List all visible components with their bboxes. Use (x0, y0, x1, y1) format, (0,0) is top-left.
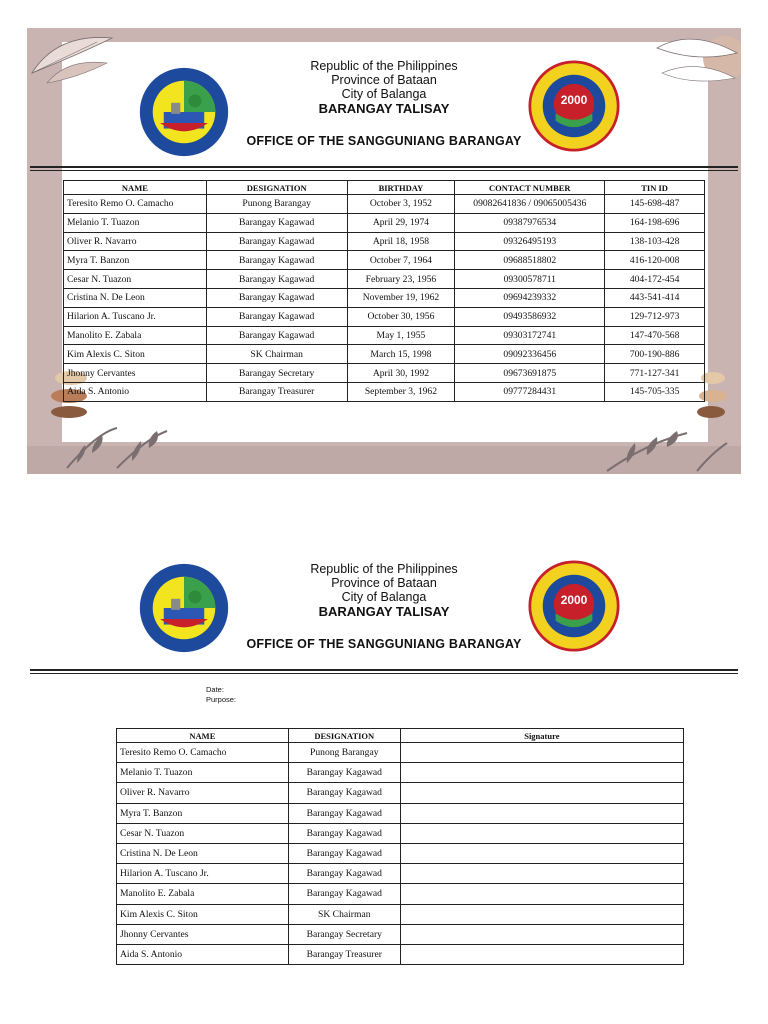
cell-name: Teresito Remo O. Camacho (117, 743, 289, 763)
cell-birthday: November 19, 1962 (347, 288, 455, 307)
cell-name: Manolito E. Zabala (64, 326, 207, 345)
signature-cell[interactable] (400, 743, 683, 763)
cell-designation: Barangay Kagawad (288, 864, 400, 884)
cell-designation: Barangay Kagawad (206, 232, 347, 251)
cell-name: Myra T. Banzon (117, 803, 289, 823)
cell-name: Melanio T. Tuazon (117, 763, 289, 783)
table-row (64, 307, 705, 326)
signature-cell[interactable] (400, 924, 683, 944)
cell-name: Kim Alexis C. Siton (64, 345, 207, 364)
cell-name: Cristina N. De Leon (117, 843, 289, 863)
cell-designation: Barangay Secretary (288, 924, 400, 944)
cell-designation: Barangay Kagawad (288, 803, 400, 823)
cell-tin: 404-172-454 (605, 270, 705, 289)
cell-tin: 138-103-428 (605, 232, 705, 251)
table-row (117, 783, 684, 803)
column-header-tin: TIN ID (605, 181, 705, 195)
cell-tin: 700-190-886 (605, 345, 705, 364)
cell-birthday: September 3, 1962 (347, 382, 455, 401)
table-row (117, 843, 684, 863)
signature-cell[interactable] (400, 843, 683, 863)
cell-birthday: February 23, 1956 (347, 270, 455, 289)
table-row (117, 803, 684, 823)
table-row (64, 288, 705, 307)
cell-designation: Barangay Kagawad (288, 783, 400, 803)
cell-birthday: October 7, 1964 (347, 251, 455, 270)
column-header-signature: Signature (400, 729, 683, 743)
header-barangay: BARANGAY TALISAY (318, 101, 450, 116)
table-row (64, 251, 705, 270)
cell-designation: Barangay Kagawad (206, 307, 347, 326)
table-row (64, 232, 705, 251)
column-header-birthday: BIRTHDAY (347, 181, 455, 195)
cell-name: Kim Alexis C. Siton (117, 904, 289, 924)
signature-cell[interactable] (400, 904, 683, 924)
table-header-row (64, 181, 705, 195)
page-2-header (0, 562, 768, 620)
cell-designation: Barangay Kagawad (206, 288, 347, 307)
column-header-contact: CONTACT NUMBER (455, 181, 605, 195)
leaf-decoration-icon (587, 423, 737, 473)
cell-name: Hilarion A. Tuscano Jr. (64, 307, 207, 326)
table-row (64, 213, 705, 232)
column-header-designation: DESIGNATION (206, 181, 347, 195)
table-row (117, 904, 684, 924)
cell-name: Myra T. Banzon (64, 251, 207, 270)
signature-cell[interactable] (400, 944, 683, 964)
cell-designation: Barangay Kagawad (288, 843, 400, 863)
cell-birthday: October 30, 1956 (347, 307, 455, 326)
cell-contact: 09092336456 (455, 345, 605, 364)
table-row (117, 823, 684, 843)
cell-name: Melanio T. Tuazon (64, 213, 207, 232)
table-row (64, 326, 705, 345)
cell-designation: Barangay Kagawad (206, 326, 347, 345)
officials-table (63, 180, 705, 402)
cell-designation: SK Chairman (288, 904, 400, 924)
cell-tin: 771-127-341 (605, 364, 705, 383)
cell-contact: 09688518802 (455, 251, 605, 270)
signature-cell[interactable] (400, 864, 683, 884)
cell-contact: 09777284431 (455, 382, 605, 401)
cell-name: Cesar N. Tuazon (64, 270, 207, 289)
cell-designation: Punong Barangay (288, 743, 400, 763)
cell-name: Manolito E. Zabala (117, 884, 289, 904)
column-header-name: NAME (64, 181, 207, 195)
cell-tin: 164-198-696 (605, 213, 705, 232)
cell-designation: Barangay Kagawad (206, 270, 347, 289)
date-purpose-block (206, 685, 236, 705)
header-line-3: City of Balanga (341, 590, 427, 604)
header-divider (30, 166, 738, 171)
cell-designation: Barangay Treasurer (206, 382, 347, 401)
leaf-decoration-icon (57, 423, 237, 473)
cell-birthday: April 29, 1974 (347, 213, 455, 232)
cell-contact: 09673691875 (455, 364, 605, 383)
header-divider (30, 669, 738, 674)
attendance-table (116, 728, 684, 965)
cell-name: Jhonny Cervantes (64, 364, 207, 383)
cell-contact: 09303172741 (455, 326, 605, 345)
cell-contact: 09082641836 / 09065005436 (455, 195, 605, 214)
header-barangay: BARANGAY TALISAY (318, 604, 450, 619)
seal-year: 2000 (560, 93, 588, 108)
cell-tin: 147-470-568 (605, 326, 705, 345)
table-row (117, 864, 684, 884)
header-line-2: Province of Bataan (331, 576, 437, 590)
cell-designation: Barangay Kagawad (288, 884, 400, 904)
lungsod-ng-balanga-seal-icon (528, 60, 620, 152)
cell-tin: 416-120-008 (605, 251, 705, 270)
cell-name: Hilarion A. Tuscano Jr. (117, 864, 289, 884)
cell-tin: 443-541-414 (605, 288, 705, 307)
cell-contact: 09493586932 (455, 307, 605, 326)
lungsod-ng-balanga-seal-icon (528, 560, 620, 652)
cell-name: Cesar N. Tuazon (117, 823, 289, 843)
cell-designation: Barangay Kagawad (288, 823, 400, 843)
cell-designation: Barangay Kagawad (288, 763, 400, 783)
cell-name: Jhonny Cervantes (117, 924, 289, 944)
cell-birthday: April 18, 1958 (347, 232, 455, 251)
cell-contact: 09387976534 (455, 213, 605, 232)
office-title: OFFICE OF THE SANGGUNIANG BARANGAY (246, 637, 522, 651)
table-header-row (117, 729, 684, 743)
cell-designation: Barangay Kagawad (206, 213, 347, 232)
cell-name: Oliver R. Navarro (64, 232, 207, 251)
cell-tin: 129-712-973 (605, 307, 705, 326)
table-row (64, 382, 705, 401)
table-row (117, 924, 684, 944)
signature-cell[interactable] (400, 763, 683, 783)
table-row (64, 195, 705, 214)
cell-contact: 09300578711 (455, 270, 605, 289)
column-header-designation: DESIGNATION (288, 729, 400, 743)
cell-birthday: March 15, 1998 (347, 345, 455, 364)
purpose-label: Purpose: (206, 695, 237, 704)
barangay-talisay-seal-icon (138, 66, 230, 158)
signature-cell[interactable] (400, 803, 683, 823)
signature-cell[interactable] (400, 783, 683, 803)
table-row (64, 270, 705, 289)
barangay-talisay-seal-icon (138, 562, 230, 654)
header-line-3: City of Balanga (341, 87, 427, 101)
cell-tin: 145-705-335 (605, 382, 705, 401)
cell-birthday: October 3, 1952 (347, 195, 455, 214)
table-row (64, 345, 705, 364)
cell-designation: SK Chairman (206, 345, 347, 364)
table-row (117, 743, 684, 763)
cell-birthday: May 1, 1955 (347, 326, 455, 345)
cell-designation: Barangay Treasurer (288, 944, 400, 964)
signature-cell[interactable] (400, 884, 683, 904)
cell-designation: Barangay Kagawad (206, 251, 347, 270)
header-line-1: Republic of the Philippines (310, 562, 458, 576)
table-row (117, 763, 684, 783)
date-label: Date: (206, 685, 224, 694)
cell-birthday: April 30, 1992 (347, 364, 455, 383)
cell-contact: 09694239332 (455, 288, 605, 307)
table-row (117, 944, 684, 964)
cell-name: Cristina N. De Leon (64, 288, 207, 307)
header-line-1: Republic of the Philippines (310, 59, 458, 73)
column-header-name: NAME (117, 729, 289, 743)
header-line-2: Province of Bataan (331, 73, 437, 87)
page-1-header (0, 59, 768, 117)
cell-name: Teresito Remo O. Camacho (64, 195, 207, 214)
cell-contact: 09326495193 (455, 232, 605, 251)
office-title: OFFICE OF THE SANGGUNIANG BARANGAY (246, 134, 522, 148)
seal-year: 2000 (560, 593, 588, 608)
cell-name: Aida S. Antonio (117, 944, 289, 964)
table-row (117, 884, 684, 904)
cell-designation: Barangay Secretary (206, 364, 347, 383)
cell-name: Aida S. Antonio (64, 382, 207, 401)
cell-designation: Punong Barangay (206, 195, 347, 214)
cell-tin: 145-698-487 (605, 195, 705, 214)
cell-name: Oliver R. Navarro (117, 783, 289, 803)
table-row (64, 364, 705, 383)
signature-cell[interactable] (400, 823, 683, 843)
